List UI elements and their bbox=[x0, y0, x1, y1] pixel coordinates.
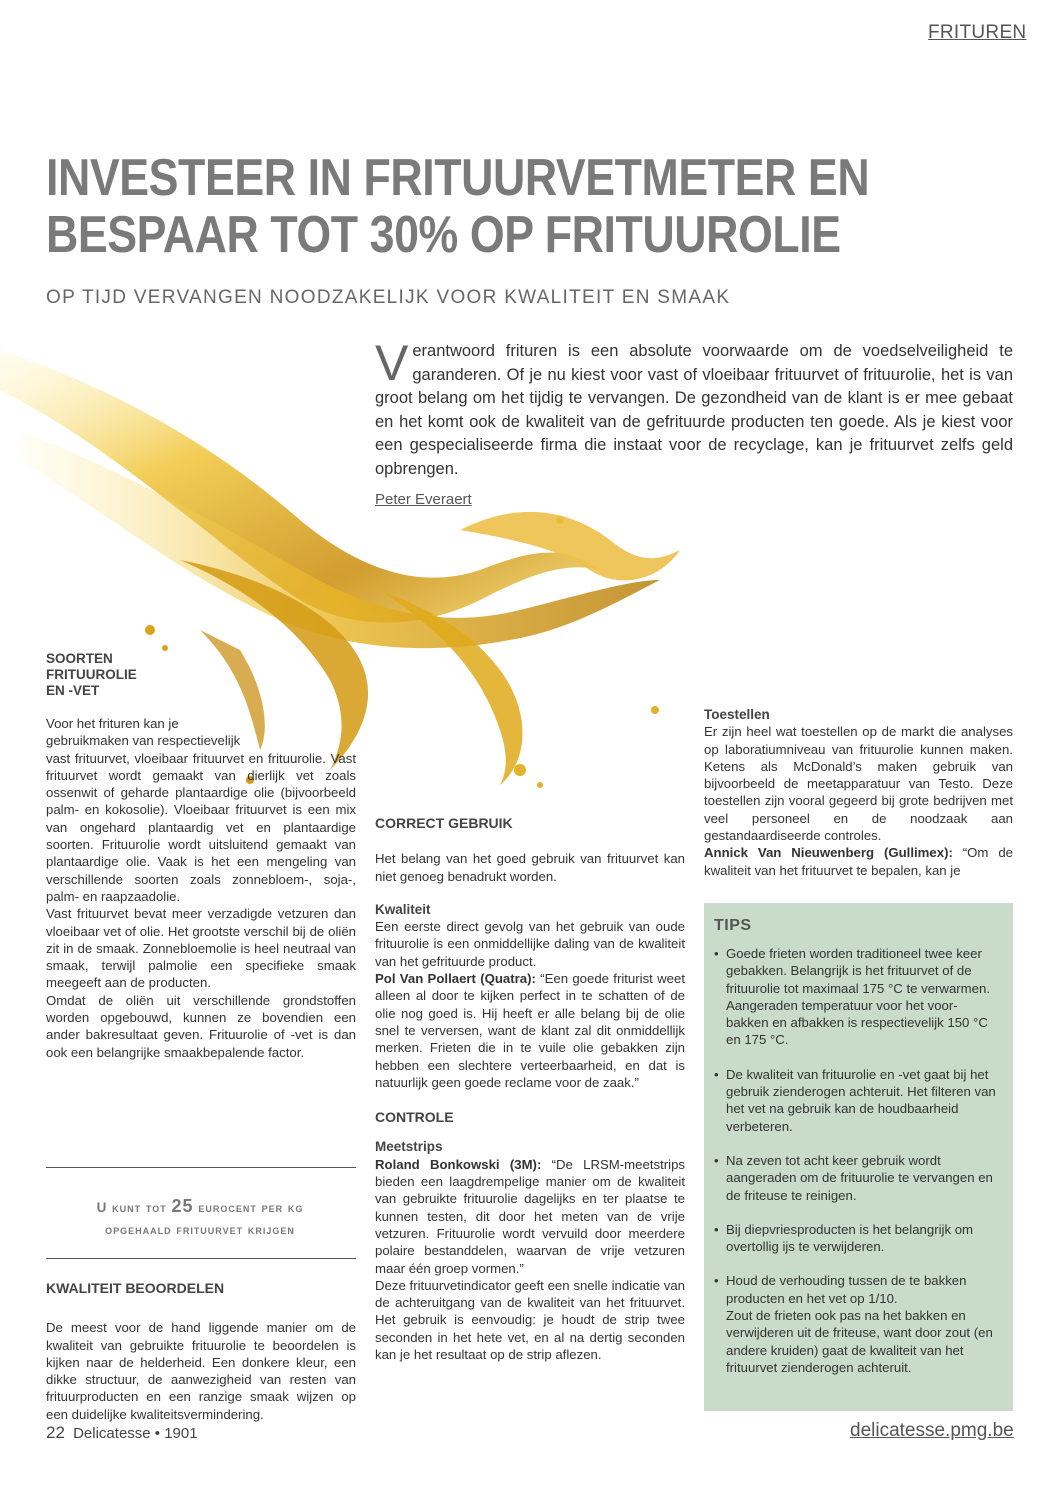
quote-3-speaker: Annick Van Nieuwenberg (Gullimex): bbox=[704, 845, 953, 861]
quote-2-speaker: Roland Bonkowski (3M): bbox=[375, 1156, 542, 1172]
quote-1-text: “Een goede friturist weet alleen al door te kijken perfect in te schatten of de olie nog goed is. Hij heeft er alle belang bij de olie snel te verversen, want de klant zal dit onmiddellijk merken. Frieten die in te vuile olie gebakken zijn hebben een slechtere verteerbaarheid, en dat is natuurlijk geen goede reclame voor de zaak.” bbox=[375, 971, 685, 1090]
dropcap: V bbox=[375, 335, 409, 391]
tips-box bbox=[704, 903, 1013, 1411]
tip-item bbox=[714, 1272, 999, 1376]
heading-soorten bbox=[46, 651, 356, 699]
quote-1-speaker: Pol Van Pollaert (Quatra): bbox=[375, 971, 536, 987]
tip-5-extra: Zout de frieten ook pas na het bakken en verwijderen uit de friteuse, want door zout (en andere kruiden) gaat de kwaliteit van het frituurvet zienderogen achteruit. bbox=[726, 1308, 993, 1375]
pull-quote bbox=[46, 1195, 354, 1241]
bullet-icon: • bbox=[714, 1152, 719, 1168]
heading-correct-gebruik: CORRECT GEBRUIK bbox=[375, 815, 513, 831]
subheading-meetstrips: Meetstrips bbox=[375, 1139, 443, 1155]
col2-quote-2 bbox=[375, 1156, 685, 1277]
col1-line-2: gebruikmaken van respectievelijk bbox=[46, 733, 241, 749]
bullet-icon: • bbox=[714, 1221, 719, 1237]
col3-quote bbox=[704, 844, 1013, 879]
subheading-kwaliteit: Kwaliteit bbox=[375, 901, 431, 917]
pull-quote-pre: U kunt tot bbox=[96, 1200, 167, 1215]
heading-kwaliteit-beoordelen: KWALITEIT BEOORDELEN bbox=[46, 1280, 225, 1296]
divider-top bbox=[46, 1167, 356, 1168]
tip-item bbox=[714, 1221, 999, 1256]
col1-body-3: Omdat de oliën uit verschillende grondstoffen worden opgebouwd, kunnen ze bovendien een ander bakresultaat geven. Frituurolie of -vet is dan ook een belangrijke smaakbepalende factor. bbox=[46, 992, 356, 1060]
pull-quote-number: 25 bbox=[171, 1196, 194, 1216]
heading-soorten-line-3: EN -VET bbox=[46, 683, 100, 698]
col2-quote-1 bbox=[375, 970, 685, 1091]
quote-3-text: “Om de kwaliteit van het frituurvet te bepalen, kan je bbox=[704, 845, 1013, 878]
author-byline[interactable]: Peter Everaert bbox=[375, 491, 472, 508]
tip-3-text: Na zeven tot acht keer gebruik wordt aangeraden om de frituurolie te vervangen en de friteuse te reinigen. bbox=[726, 1152, 993, 1203]
headline-line-2: BESPAAR TOT 30% OP FRITUUROLIE bbox=[46, 206, 841, 264]
col2-body-1: Het belang van het goed gebruik van frituurvet kan niet genoeg benadrukt worden. bbox=[375, 851, 685, 884]
tip-1-extra: Aangeraden temperatuur voor het voor-bakken en afbakken is respectievelijk 150 °C en 175 °C. bbox=[726, 997, 988, 1048]
tips-title: TIPS bbox=[714, 917, 752, 934]
subheadline: OP TIJD VERVANGEN NOODZAKELIJK VOOR KWALITEIT EN SMAAK bbox=[46, 287, 731, 308]
col1-body-4: De meest voor de hand liggende manier om de kwaliteit van gebruikte frituurolie te beoordelen is kijken naar de helderheid. Een donkere kleur, een dikke structuur, de aanwezigheid van resten van frituurproducten en een ranzige smaak wijzen op een duidelijke kwaliteitsvermindering. bbox=[46, 1320, 356, 1422]
col1-body-1: vast frituurvet, vloeibaar frituurvet en frituurolie. Vast frituurvet wordt gemaakt van dierlijk vet zoals ossenwit of geharde plantaardige olie (bijvoorbeeld palm- en kokosolie). Vloeibaar frituurvet is een mix van ongehard plantaardig vet en plantaardige soorten. Frituurolie wordt uitsluitend gemaakt van plantaardige olie. Vaak is het een mengeling van verschillende soorten zoals zonnebloem-, soja-, palm- en raapzaadolie. bbox=[46, 750, 356, 904]
tip-2-text: De kwaliteit van frituurolie en -vet gaat bij het gebruik zienderogen achteruit. Het filteren van het vet na gebruik kan de houdbaarheid verbeteren. bbox=[726, 1066, 996, 1134]
tip-1-text: Goede frieten worden traditioneel twee keer gebakken. Belangrijk is het frituurvet of de frituurolie tot maximaal 175 °C te verwarmen. bbox=[726, 946, 990, 996]
col2-body-2: Een eerste direct gevolg van het gebruik van oude frituurolie is een onmiddellijke daling van de kwaliteit van het gefrituurde product. bbox=[375, 919, 685, 969]
pull-quote-line-2: opgehaald frituurvet krijgen bbox=[105, 1222, 295, 1237]
headline-line-1: INVESTEER IN FRITUURVETMETER EN bbox=[46, 149, 870, 207]
subheading-toestellen: Toestellen bbox=[704, 707, 770, 722]
tip-4-text: Bij diepvriesproducten is het belangrijk om overtollig ijs te verwijderen. bbox=[726, 1221, 974, 1255]
heading-soorten-line-1: SOORTEN bbox=[46, 651, 113, 666]
bullet-icon: • bbox=[714, 946, 719, 961]
tip-item bbox=[714, 1066, 999, 1135]
intro-paragraph bbox=[375, 335, 1013, 481]
heading-controle: CONTROLE bbox=[375, 1109, 454, 1126]
col1-body-2: Vast frituurvet bevat meer verzadigde vetzuren dan vloeibaar vet of olie. Het grootste verschil bij de oliën zit in de smaak. Zonnebloemolie is heel neutraal van smaak, terwijl palmolie een specifieke smaak meegeeft aan de producten. bbox=[46, 906, 356, 991]
tip-5-text: Houd de verhouding tussen de te bakken producten en het vet op 1/10. bbox=[726, 1273, 967, 1306]
footer-left bbox=[46, 1423, 198, 1443]
bullet-icon: • bbox=[714, 1066, 719, 1082]
bullet-icon: • bbox=[714, 1273, 719, 1289]
column-1-bottom bbox=[46, 1280, 356, 1423]
heading-soorten-line-2: FRITUUROLIE bbox=[46, 667, 137, 682]
tip-item bbox=[714, 945, 999, 1049]
divider-bottom bbox=[46, 1258, 356, 1259]
col3-body-1: Er zijn heel wat toestellen op de markt die analyses op laboratiumniveau van frituurolie kunnen maken. Ketens als McDonald’s maken gebruik van bijvoorbeeld de meetapparatuur van Testo. Deze toestellen zijn vooral gegeerd bij grote bedrijven met veel personeel en de noodzaak aan gestandaardiseerde controles. bbox=[704, 724, 1013, 844]
quote-2-text: “De LRSM-meetstrips bieden een laagdrempelige manier om de kwaliteit van gebruikte frituurolie dagelijks en ter plaatse te kunnen testen, dit door het meten van de vrije vetzuren. Frituurolie wordt vervuild door meerdere polaire bestanddelen, waarvan de vrije vetzuren maar één groep vormen.” bbox=[375, 1156, 685, 1276]
magazine-issue: Delicatesse • 1901 bbox=[73, 1425, 198, 1442]
page-number: 22 bbox=[46, 1423, 65, 1442]
column-2 bbox=[375, 815, 685, 1363]
section-tag: FRITUREN bbox=[928, 22, 1027, 43]
website-link[interactable]: delicatesse.pmg.be bbox=[850, 1420, 1014, 1441]
col2-body-3: Deze frituurvetindicator geeft een snelle indicatie van de achteruitgang van de kwaliteit van het frituurvet. Het gebruik is eenvoudig: je houdt de strip twee seconden in het hete vet, en al na dertig seconden kan je het resultaat op de strip aflezen. bbox=[375, 1277, 685, 1363]
tip-item bbox=[714, 1152, 999, 1204]
col1-line-1: Voor het frituren kan je bbox=[46, 716, 179, 731]
headline bbox=[46, 149, 870, 264]
intro-text: erantwoord frituren is een absolute voorwaarde om de voedselveiligheid te garanderen. Of je nu kiest voor vast of vloeibaar frituurvet of frituurolie, het is van groot belang om het tijdig te vervangen. De gezondheid van de klant is er mee gebaat en het komt ook de kwaliteit van de gefrituurde producten ten goede. Als je kiest voor een gespecialiseerde firma die instaat voor de recyclage, kan je frituurvet zelfs geld opbrengen. bbox=[375, 342, 1013, 478]
column-3 bbox=[704, 706, 1013, 879]
column-1 bbox=[46, 651, 356, 1061]
pull-quote-post: eurocent per kg bbox=[198, 1200, 304, 1215]
